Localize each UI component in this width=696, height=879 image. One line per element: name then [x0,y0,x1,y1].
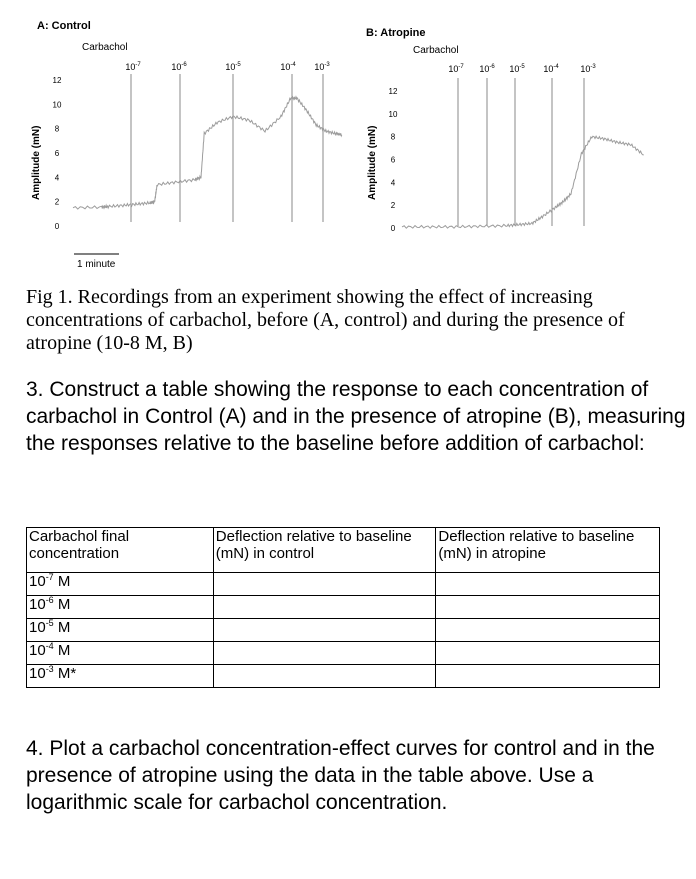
amplitude-trace [402,136,644,228]
atropine-deflection-cell[interactable] [436,596,660,619]
panel-b-chart [360,0,696,280]
addition-concentration-label: $10^{-7}$ [125,62,141,72]
amplitude-trace [73,97,342,209]
atropine-deflection-cell[interactable] [436,642,660,665]
addition-concentration-label: $10^{-6}$ [171,62,187,72]
header-concentration: Carbachol final concentration [27,528,214,573]
response-table [26,527,660,688]
atropine-deflection-cell[interactable] [436,665,660,688]
concentration-cell: $10^{-6}$ M [27,596,214,619]
addition-concentration-label: $10^{-5}$ [509,64,525,74]
control-deflection-cell[interactable] [213,596,436,619]
y-tick-label: 10 [52,100,62,110]
concentration-cell: $10^{-5}$ M [27,619,214,642]
concentration-cell: $10^{-7}$ M [27,573,214,596]
table-row [27,573,660,596]
control-deflection-cell[interactable] [213,619,436,642]
y-tick-label: 6 [54,149,60,158]
control-deflection-cell[interactable] [213,573,436,596]
y-tick-label: 8 [54,124,60,134]
header-control: Deflection relative to baseline (mN) in control [213,528,436,573]
y-tick-label: 6 [390,155,396,165]
question-3: 3. Construct a table showing the response to each concentration of carbachol in Control (A) and in the presence of atropine (B), measuring the responses relative to the baseline before addition of carbachol: [26,378,686,455]
y-tick-label: 4 [54,173,60,183]
panel-a-scale-bar-label: 1 minute [77,259,116,270]
panel-a-ylabel: Amplitude (mN) [31,125,42,200]
table-row [27,596,660,619]
addition-concentration-label: $10^{-3}$ [580,64,596,74]
addition-concentration-label: $10^{-5}$ [225,62,241,72]
table-row [27,665,660,688]
y-tick-label: 12 [52,76,62,85]
addition-concentration-label: $10^{-7}$ [448,64,464,74]
figure-caption: Fig 1. Recordings from an experiment showing the effect of increasing concentrations of carbachol, before (A, control) and during the presence of atropine (10-8 M, B) [26,286,625,354]
y-tick-label: 8 [390,132,396,142]
panel-b-drug-label: Carbachol [413,45,459,56]
addition-concentration-label: $10^{-4}$ [543,64,559,74]
y-tick-label: 10 [388,109,398,119]
panel-a-drug-label: Carbachol [82,42,128,53]
panel-a-chart [0,0,360,280]
addition-concentration-label: $10^{-3}$ [314,62,330,72]
y-tick-label: 2 [54,197,60,207]
y-tick-label: 2 [390,201,396,211]
table-row [27,642,660,665]
y-tick-label: 12 [388,87,398,96]
control-deflection-cell[interactable] [213,665,436,688]
atropine-deflection-cell[interactable] [436,573,660,596]
question-4: 4. Plot a carbachol concentration-effect curves for control and in the presence of atropine using the data in the table above. Use a logarithmic scale for carbachol concentration. [26,737,655,814]
y-tick-label: 4 [390,178,396,188]
concentration-cell: $10^{-4}$ M [27,642,214,665]
atropine-deflection-cell[interactable] [436,619,660,642]
y-tick-label: 0 [54,222,60,231]
concentration-cell: $10^{-3}$ M* [27,665,214,688]
header-atropine: Deflection relative to baseline (mN) in atropine [436,528,660,573]
addition-concentration-label: $10^{-6}$ [479,64,495,74]
y-tick-label: 0 [390,224,396,233]
addition-concentration-label: $10^{-4}$ [280,62,296,72]
panel-b-ylabel: Amplitude (mN) [367,125,378,200]
panel-a-title: A: Control [37,20,91,32]
control-deflection-cell[interactable] [213,642,436,665]
table-header-row [27,528,660,573]
panel-b-title: B: Atropine [366,27,426,39]
table-row [27,619,660,642]
